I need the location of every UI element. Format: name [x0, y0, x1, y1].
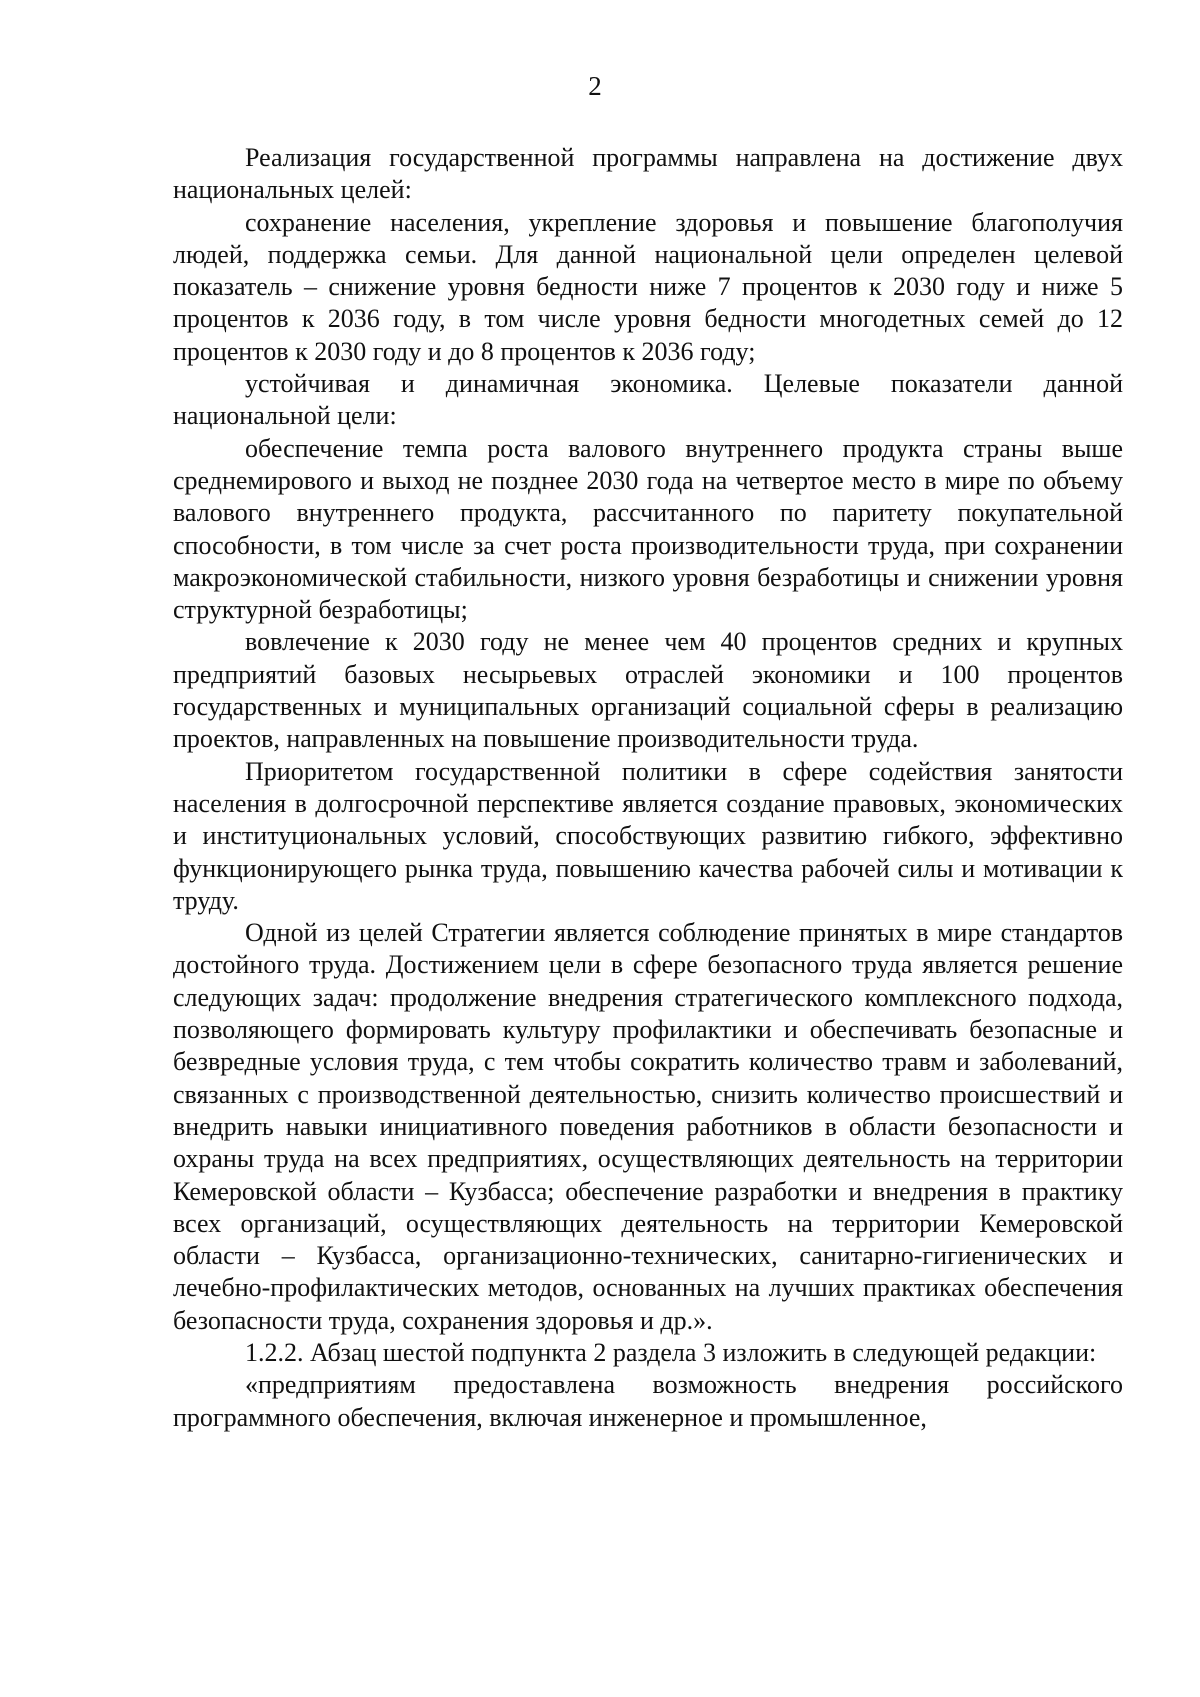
paragraph-amendment-1-2-2: 1.2.2. Абзац шестой подпункта 2 раздела 3 изложить в следующей редакции:	[245, 1337, 1097, 1367]
paragraph-gdp-growth: обеспечение темпа роста валового внутреннего продукта страны выше среднемирового и выход не позднее 2030 года на четвертое место в мире по объему валового внутреннего продукта, рассчитанного по паритету покупательной способности, в том числе за счет роста производительности труда, при сохранении макроэкономической стабильности, низкого уровня безработицы и снижении уровня структурной безработицы;	[173, 433, 1123, 625]
paragraph-economy-goal: устойчивая и динамичная экономика. Целевые показатели данной национальной цели:	[173, 369, 1123, 431]
paragraph-employment-policy: Приоритетом государственной политики в сфере содействия занятости населения в долгосрочной перспективе является создание правовых, экономических и институциональных условий, способствующих развитию гибкого, эффективно функционирующего рынка труда, повышению качества рабочей силы и мотивации к труду.	[173, 756, 1123, 915]
document-body	[173, 142, 1123, 1434]
paragraph-population-goal: сохранение населения, укрепление здоровья и повышение благополучия людей, поддержка семьи. Для данной национальной цели определен целевой показатель – снижение уровня бедности ниже 7 процентов к 2030 году и ниже 5 процентов к 2036 году, в том числе уровня бедности многодетных семей до 12 процентов к 2030 году и до 8 процентов к 2036 году;	[173, 207, 1123, 366]
paragraph-safe-labor: Одной из целей Стратегии является соблюдение принятых в мире стандартов достойного труда. Достижением цели в сфере безопасного труда является решение следующих задач: продолжение внедрения стратегического комплексного подхода, позволяющего формировать культуру профилактики и обеспечивать безопасные и безвредные условия труда, с тем чтобы сократить количество травм и заболеваний, связанных с производственной деятельностью, снизить количество происшествий и внедрить навыки инициативного поведения работников в области безопасности и охраны труда на всех предприятиях, осуществляющих деятельность на территории Кемеровской области – Кузбасса; обеспечение разработки и внедрения в практику всех организаций, осуществляющих деятельность на территории Кемеровской области – Кузбасса, организационно-технических, санитарно-гигиенических и лечебно-профилактических методов, основанных на лучших практиках обеспечения безопасности труда, сохранения здоровья и др.».	[173, 918, 1123, 1335]
paragraph-program-goals: Реализация государственной программы направлена на достижение двух национальных целей:	[173, 143, 1123, 205]
paragraph-new-wording: «предприятиям предоставлена возможность внедрения российского программного обеспечения, включая инженерное и промышленное,	[173, 1370, 1123, 1432]
page-number: 2	[588, 71, 602, 101]
paragraph-productivity-involvement: вовлечение к 2030 году не менее чем 40 процентов средних и крупных предприятий базовых несырьевых отраслей экономики и 100 процентов государственных и муниципальных организаций социальной сферы в реализацию проектов, направленных на повышение производительности труда.	[173, 627, 1123, 754]
